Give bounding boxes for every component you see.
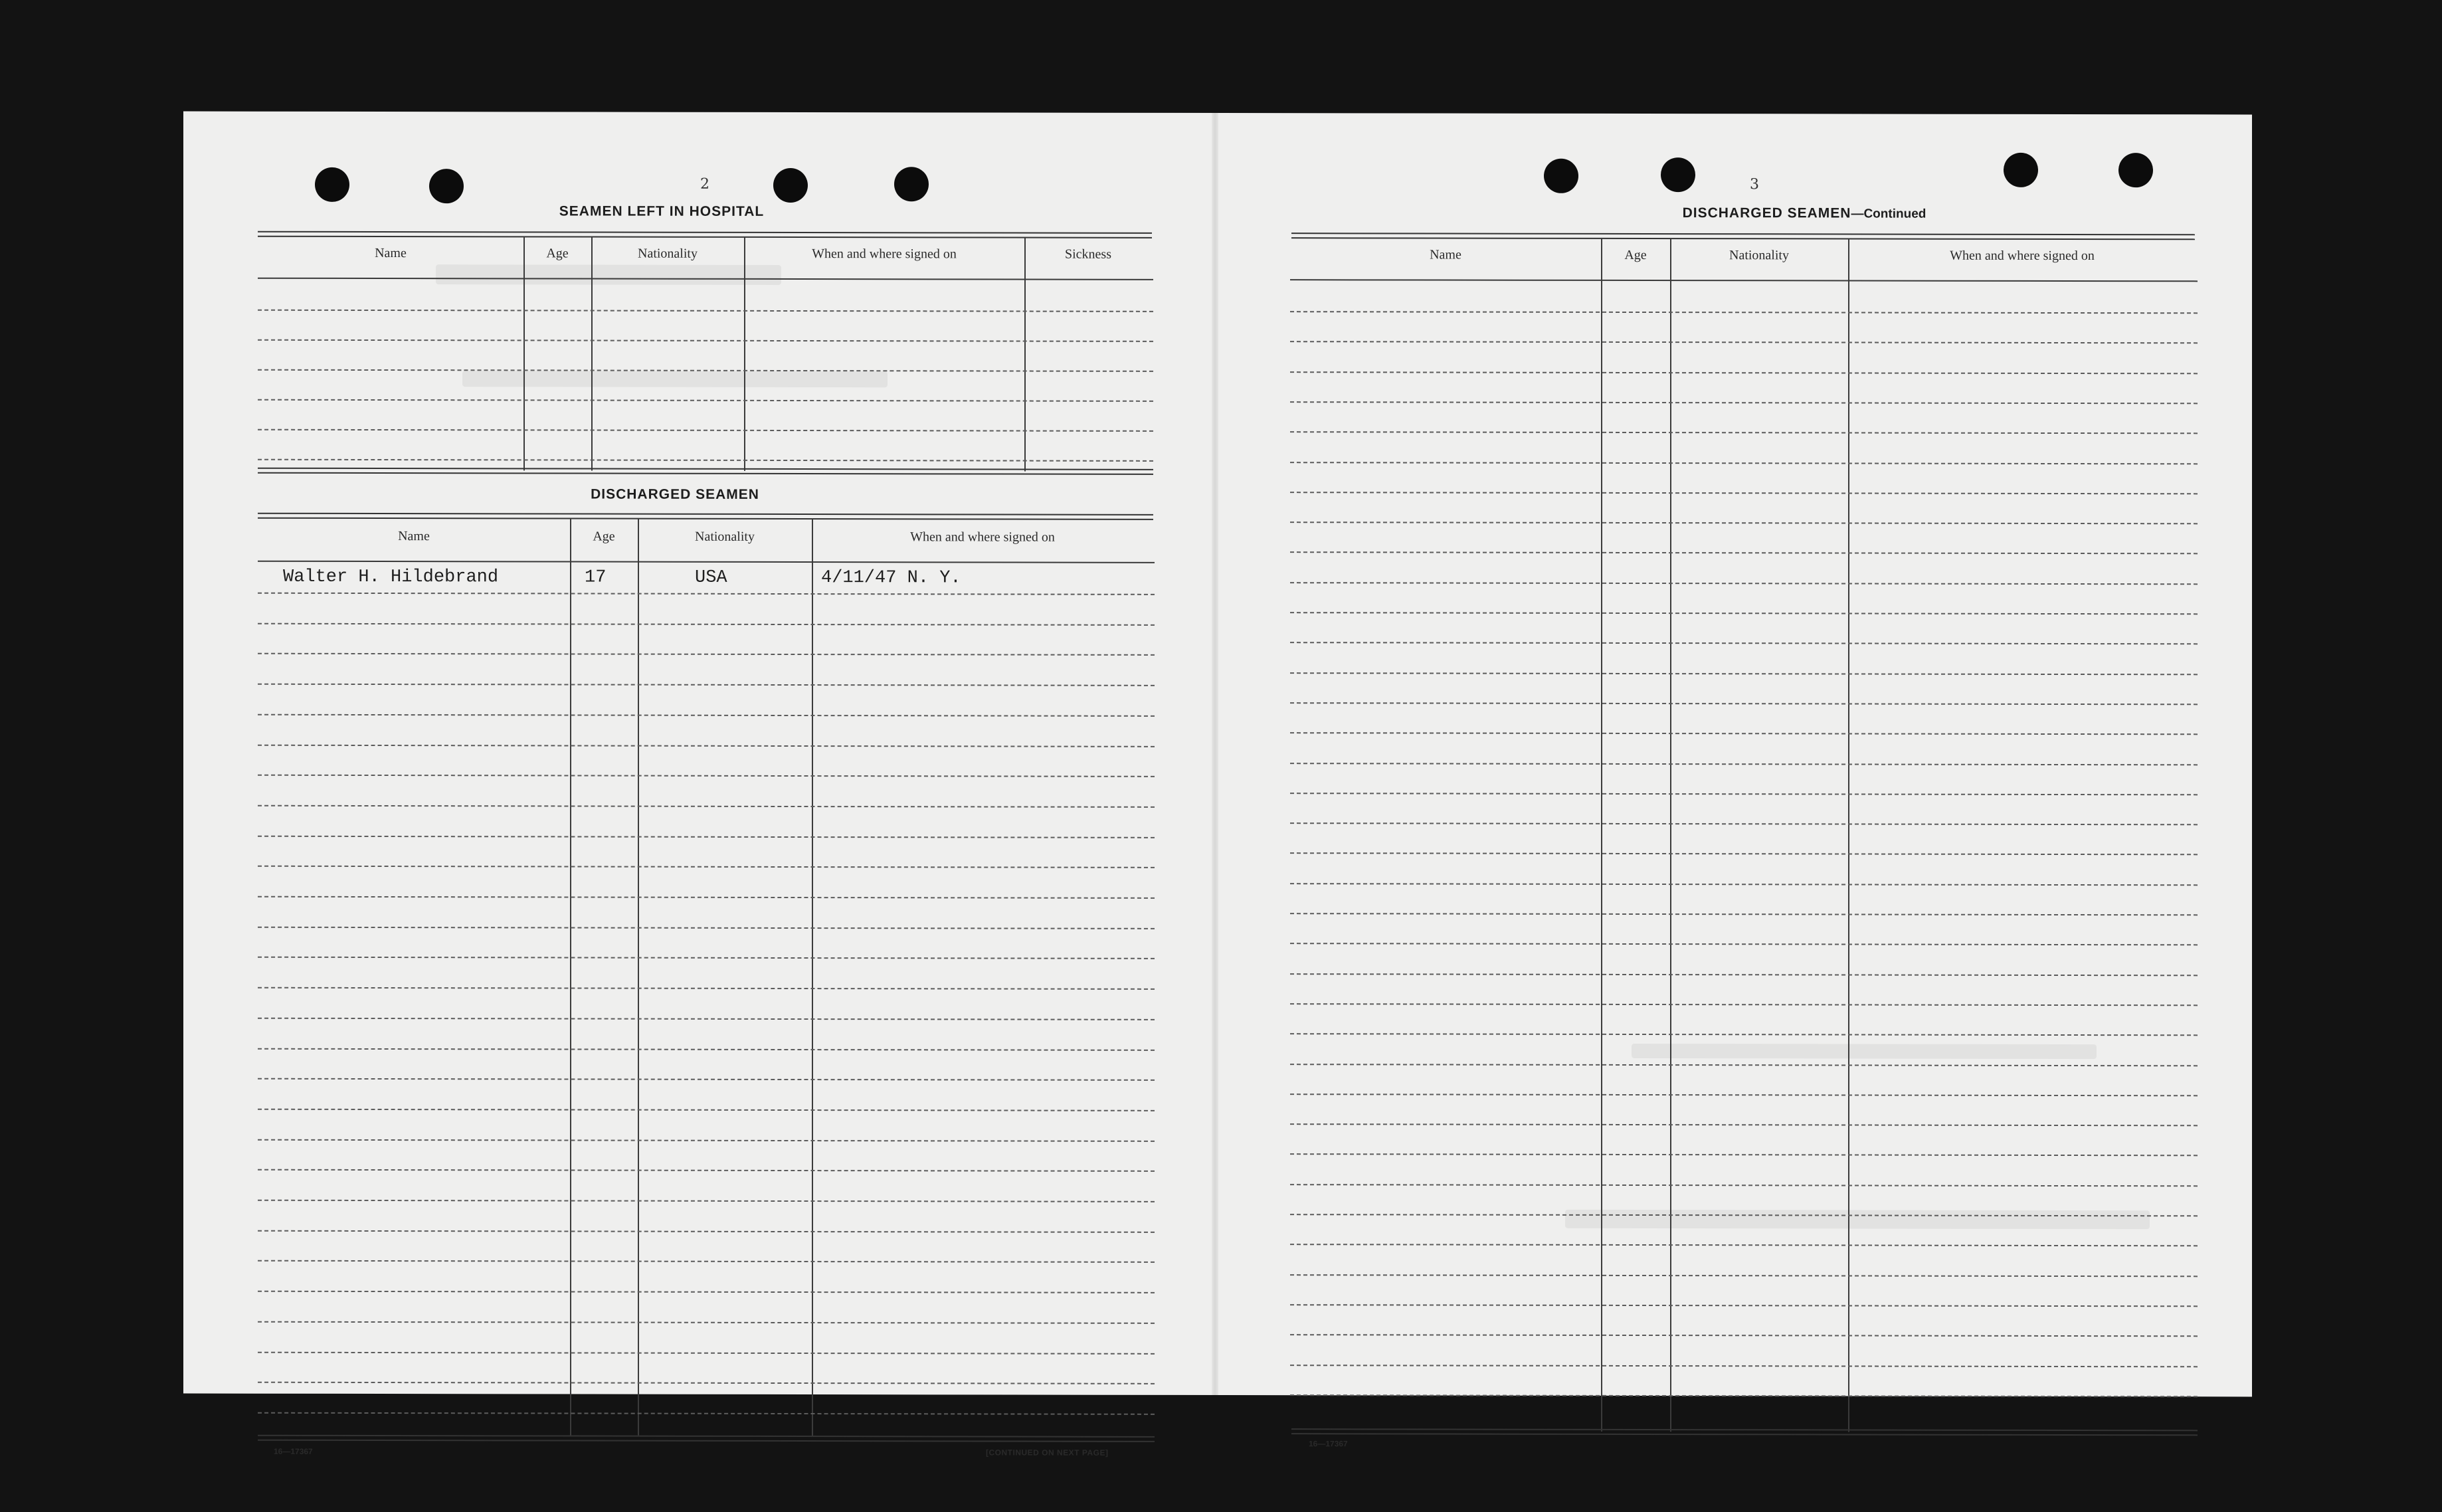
discharged-col-signed-on: When and where signed on (910, 529, 1055, 545)
page-number-right: 3 (1750, 176, 1759, 193)
ruled-line (1290, 612, 2198, 614)
ruled-line (1290, 1184, 2198, 1186)
ruled-line (1290, 492, 2198, 494)
ruled-line (1290, 642, 2198, 644)
ruled-line (1290, 371, 2198, 374)
ruled-line (1290, 1093, 2198, 1096)
ruled-line (1290, 341, 2198, 343)
punch-hole (1544, 159, 1578, 193)
discharged-col-nationality: Nationality (695, 529, 755, 544)
ruled-line (258, 1291, 1155, 1293)
ruled-line (258, 622, 1155, 625)
ruled-line (258, 714, 1155, 717)
punch-hole (2004, 153, 2038, 187)
ruled-line (258, 1169, 1155, 1172)
ruled-line (258, 1200, 1155, 1202)
document-paper (183, 112, 2252, 1458)
continued-note: [CONTINUED ON NEXT PAGE] (986, 1448, 1109, 1458)
ruled-line (258, 1078, 1155, 1081)
ruled-line (1290, 1003, 2198, 1006)
hospital-section-title: SEAMEN LEFT IN HOSPITAL (559, 203, 765, 219)
ruled-line (258, 339, 1153, 342)
ruled-line (258, 866, 1155, 868)
seaman-signed-on: 4/11/47 N. Y. (821, 568, 961, 589)
punch-hole (894, 167, 929, 201)
ruled-line (1290, 1244, 2198, 1246)
ruled-line (258, 684, 1155, 686)
punch-hole (773, 168, 808, 203)
ruled-line (1290, 431, 2198, 434)
bleed-through-mark (462, 371, 888, 387)
right-col-nationality: Nationality (1729, 248, 1789, 263)
ruled-line (1290, 822, 2198, 825)
right-col-divider (1670, 238, 1671, 1432)
continued-suffix: —Continued (1851, 207, 1926, 221)
ruled-line (258, 1109, 1155, 1111)
ruled-line (258, 1230, 1155, 1232)
ruled-line (258, 1351, 1155, 1354)
punch-hole (1661, 157, 1695, 192)
discharged-col-divider (812, 519, 813, 1436)
ruled-line (258, 744, 1155, 747)
hospital-top-rule (258, 231, 1152, 238)
ruled-line (1290, 401, 2198, 404)
ruled-line (1290, 462, 2198, 464)
form-number-left: 16—17367 (274, 1446, 313, 1456)
ruled-line (1290, 1274, 2198, 1277)
discharged-top-rule (258, 513, 1153, 520)
seaman-age: 17 (585, 567, 607, 588)
ruled-line (258, 1139, 1155, 1141)
hospital-bottom-rule (258, 468, 1153, 475)
ruled-line (258, 1018, 1155, 1020)
ruled-line (1290, 1033, 2198, 1036)
ruled-line (1290, 1064, 2198, 1066)
center-fold (1212, 113, 1218, 1395)
ruled-line (1290, 552, 2198, 555)
ruled-line (1290, 311, 2198, 314)
ruled-line (1290, 672, 2198, 675)
discharged-header-rule (258, 561, 1155, 563)
ruled-line (258, 896, 1155, 899)
hospital-col-nationality: Nationality (638, 246, 698, 261)
ruled-line (258, 310, 1153, 312)
punch-hole (2118, 153, 2153, 187)
page-number-left: 2 (700, 175, 709, 193)
discharged-col-name: Name (398, 529, 430, 544)
bleed-through-mark (436, 264, 781, 285)
ruled-line (1290, 763, 2198, 765)
ruled-line (258, 1048, 1155, 1050)
ruled-line (1290, 582, 2198, 585)
punch-hole (429, 169, 464, 203)
right-top-rule (1291, 233, 2195, 240)
ruled-line (1290, 732, 2198, 735)
hospital-col-divider (1024, 238, 1026, 472)
ruled-line (1290, 702, 2198, 705)
discharged-col-age: Age (593, 529, 615, 544)
bleed-through-mark (1565, 1210, 2150, 1229)
discharged-continued-title (1632, 205, 1977, 222)
ruled-line (1290, 1304, 2198, 1307)
ruled-line (1290, 1123, 2198, 1126)
ruled-line (258, 957, 1155, 959)
right-col-signed-on: When and where signed on (1950, 248, 2095, 264)
ruled-line (1290, 913, 2198, 915)
ruled-line (1290, 943, 2198, 945)
ruled-line (258, 459, 1153, 462)
right-header-rule (1290, 279, 2198, 282)
punch-hole (315, 167, 349, 202)
hospital-col-name: Name (375, 246, 407, 261)
ruled-line (1290, 883, 2198, 886)
ruled-line (258, 653, 1155, 656)
discharged-section-title: DISCHARGED SEAMEN (591, 486, 759, 502)
hospital-col-divider (744, 237, 745, 471)
right-bottom-rule (1291, 1428, 2198, 1436)
discharged-col-divider (570, 518, 571, 1435)
hospital-col-age: Age (546, 246, 569, 261)
ruled-line (1290, 1154, 2198, 1157)
ruled-line (258, 775, 1155, 777)
ruled-line (1290, 853, 2198, 856)
ruled-line (258, 1321, 1155, 1324)
discharged-col-divider (638, 519, 639, 1436)
ruled-line (258, 1412, 1155, 1415)
ruled-line (258, 593, 1155, 595)
discharged-bottom-rule (258, 1435, 1155, 1442)
ruled-line (258, 1260, 1155, 1263)
right-col-divider (1848, 238, 1849, 1432)
hospital-col-signed-on: When and where signed on (812, 246, 957, 262)
ruled-line (258, 835, 1155, 838)
ruled-line (1290, 793, 2198, 795)
hospital-col-divider (523, 236, 525, 470)
ruled-line (1290, 521, 2198, 524)
hospital-col-sickness: Sickness (1065, 246, 1111, 262)
right-col-divider (1601, 238, 1602, 1432)
ruled-line (258, 805, 1155, 808)
ruled-line (1290, 1365, 2198, 1367)
ruled-line (258, 926, 1155, 929)
ruled-line (258, 1382, 1155, 1384)
ruled-line (1290, 1334, 2198, 1337)
ruled-line (1290, 973, 2198, 976)
ruled-line (258, 987, 1155, 990)
seaman-nationality: USA (695, 567, 727, 588)
ruled-line (1290, 1394, 2198, 1397)
hospital-col-divider (591, 237, 593, 471)
seaman-name: Walter H. Hildebrand (283, 567, 499, 588)
right-col-name: Name (1430, 247, 1461, 262)
bleed-through-mark (1632, 1044, 2097, 1059)
right-col-age: Age (1624, 247, 1647, 263)
ruled-line (258, 399, 1153, 402)
form-number-right: 16—17367 (1309, 1439, 1348, 1449)
ruled-line (258, 429, 1153, 432)
discharged-continued-title-text: DISCHARGED SEAMEN (1682, 205, 1851, 221)
